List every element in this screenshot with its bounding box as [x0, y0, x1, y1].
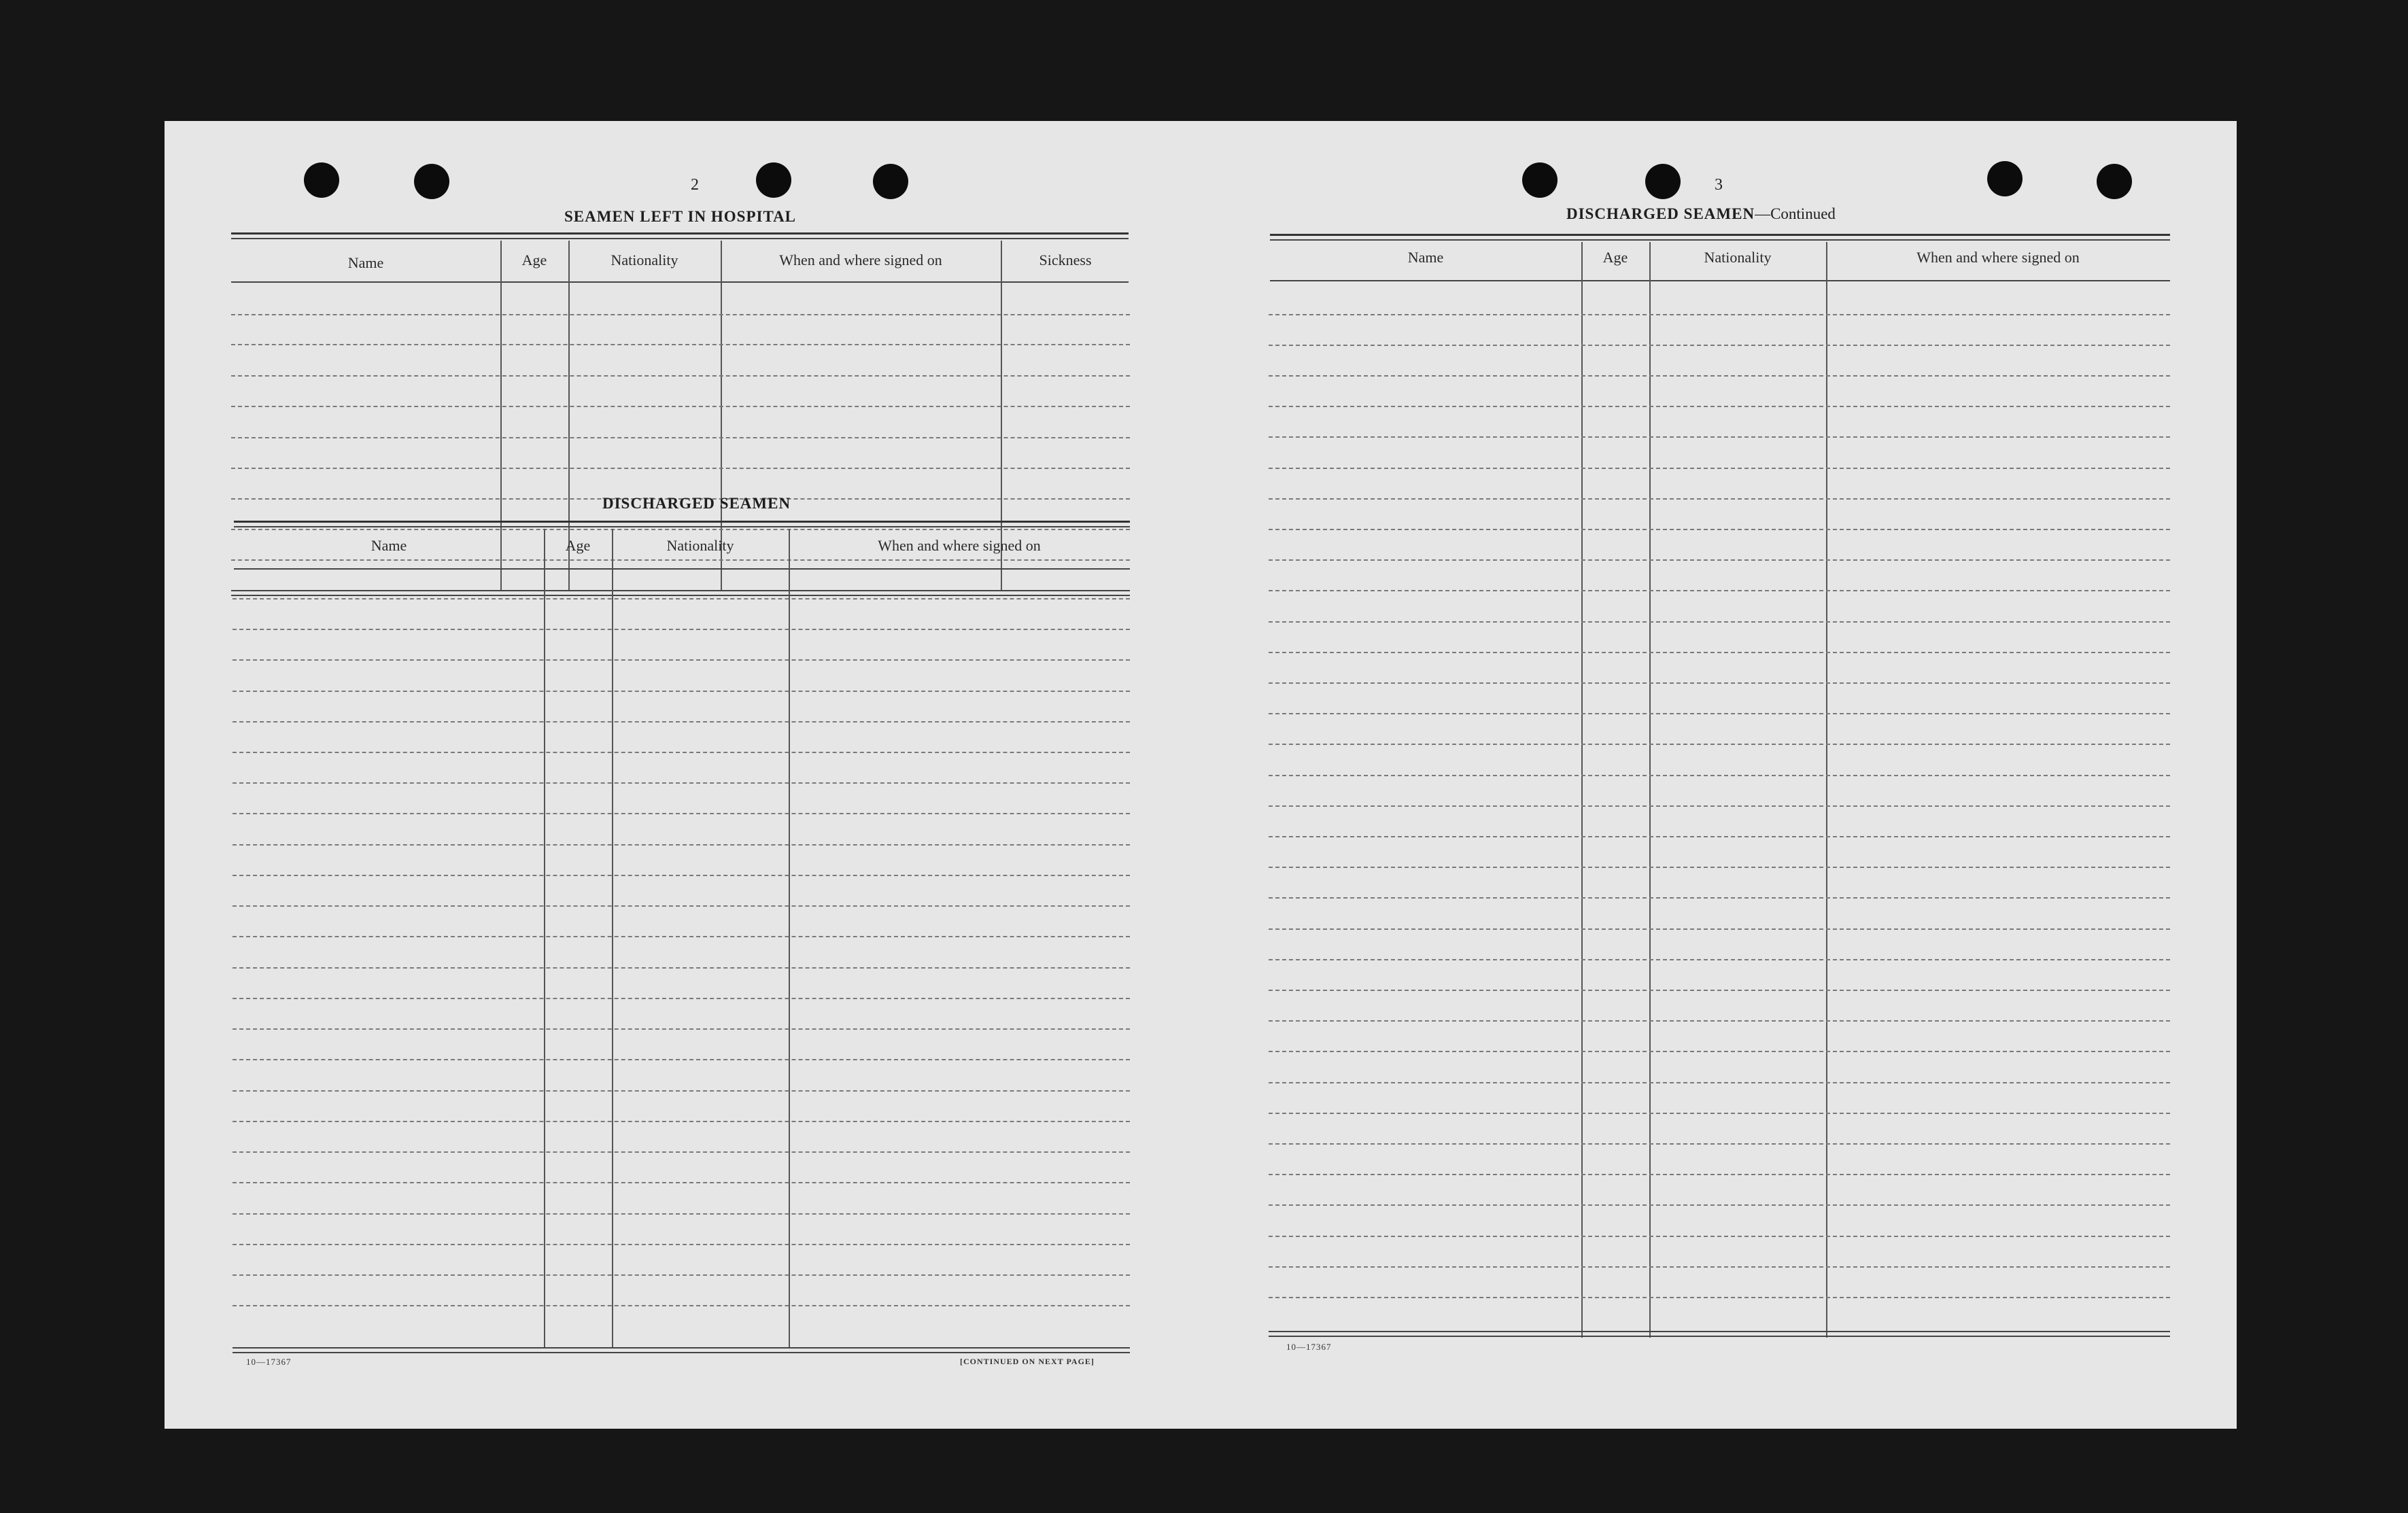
entry-line: [231, 468, 1130, 469]
punch-hole: [1522, 162, 1558, 198]
discharged-continued-title: [1566, 205, 1836, 223]
entry-line: [233, 1059, 1130, 1060]
entry-line: [233, 1121, 1130, 1122]
column-header-name: Name: [347, 254, 384, 271]
entry-line: [233, 967, 1130, 969]
entry-line: [1269, 468, 2170, 469]
top-rule: [234, 526, 1130, 527]
entry-line: [1269, 529, 2170, 530]
header-rule: [231, 281, 1129, 283]
top-rule: [231, 232, 1129, 234]
entry-line: [233, 1305, 1130, 1306]
page-number: 3: [1715, 176, 1723, 194]
entry-line: [1269, 959, 2170, 960]
discharged-section-title: DISCHARGED SEAMEN: [602, 495, 791, 512]
punch-hole: [1987, 161, 2023, 196]
entry-line: [233, 752, 1130, 753]
entry-line: [1269, 897, 2170, 899]
entry-line: [233, 1090, 1130, 1092]
entry-line: [233, 998, 1130, 999]
entry-line: [233, 721, 1130, 723]
top-rule: [1270, 239, 2170, 241]
header-rule: [234, 568, 1130, 570]
entry-line: [1269, 498, 2170, 500]
column-divider: [789, 529, 790, 1347]
column-header-name: Name: [1407, 249, 1444, 266]
entry-line: [1269, 1020, 2170, 1022]
bottom-rule: [1269, 1336, 2170, 1337]
top-rule: [234, 521, 1130, 523]
entry-line: [231, 437, 1130, 438]
entry-line: [1269, 805, 2170, 807]
entry-line: [233, 659, 1130, 661]
entry-line: [1269, 406, 2170, 407]
column-header-nationality: Nationality: [666, 537, 734, 554]
entry-line: [1269, 713, 2170, 714]
entry-line: [233, 1244, 1130, 1245]
entry-line: [231, 375, 1130, 377]
form-number: 10—17367: [246, 1357, 292, 1367]
entry-line: [1269, 1143, 2170, 1145]
form-sheet: [165, 121, 2237, 1429]
entry-line: [231, 314, 1130, 315]
entry-line: [1269, 744, 2170, 745]
entry-line: [1269, 345, 2170, 346]
entry-line: [1269, 375, 2170, 377]
punch-hole: [756, 162, 791, 198]
entry-line: [1269, 1204, 2170, 1206]
entry-line: [1269, 775, 2170, 776]
entry-line: [231, 559, 1130, 561]
entry-line: [1269, 652, 2170, 653]
entry-line: [233, 629, 1130, 630]
entry-line: [1269, 867, 2170, 868]
entry-line: [1269, 559, 2170, 561]
entry-line: [1269, 1174, 2170, 1175]
entry-line: [233, 782, 1130, 784]
entry-line: [1269, 1297, 2170, 1298]
entry-line: [1269, 314, 2170, 315]
column-header-nationality: Nationality: [610, 251, 678, 268]
entry-line: [1269, 621, 2170, 623]
entry-line: [1269, 990, 2170, 991]
punch-hole: [2097, 164, 2132, 199]
entry-line: [231, 406, 1130, 407]
entry-line: [233, 1028, 1130, 1030]
column-header-age: Age: [1602, 249, 1628, 266]
entry-line: [233, 936, 1130, 937]
entry-line: [1269, 436, 2170, 438]
entry-line: [1269, 1266, 2170, 1268]
entry-line: [1269, 1051, 2170, 1052]
title-main: DISCHARGED SEAMEN: [1566, 205, 1755, 222]
entry-line: [1269, 590, 2170, 591]
entry-line: [233, 1151, 1130, 1153]
column-divider: [612, 529, 613, 1347]
column-header-signed-on: When and where signed on: [878, 537, 1041, 554]
title-suffix: —Continued: [1755, 205, 1836, 222]
entry-line: [233, 844, 1130, 846]
column-header-age: Age: [521, 251, 547, 268]
bottom-rule: [233, 1347, 1130, 1349]
column-header-sickness: Sickness: [1039, 251, 1092, 268]
entry-line: [1269, 1236, 2170, 1237]
bottom-rule: [231, 595, 1130, 596]
top-rule: [231, 238, 1129, 239]
top-rule: [1270, 234, 2170, 236]
continued-note: [CONTINUED ON NEXT PAGE]: [960, 1357, 1095, 1366]
entry-line: [233, 1213, 1130, 1215]
entry-line: [233, 598, 1130, 599]
column-header-nationality: Nationality: [1704, 249, 1772, 266]
entry-line: [233, 1274, 1130, 1276]
entry-line: [1269, 1113, 2170, 1114]
punch-hole: [304, 162, 339, 198]
punch-hole: [873, 164, 908, 199]
bottom-rule: [233, 1352, 1130, 1353]
entry-line: [233, 905, 1130, 907]
column-divider: [544, 529, 545, 1347]
column-header-signed-on: When and where signed on: [779, 251, 942, 268]
entry-line: [231, 344, 1130, 345]
entry-line: [233, 1182, 1130, 1183]
column-header-name: Name: [371, 537, 407, 554]
punch-hole: [414, 164, 449, 199]
form-number: 10—17367: [1286, 1342, 1332, 1352]
column-header-age: Age: [565, 537, 591, 554]
hospital-section-title: SEAMEN LEFT IN HOSPITAL: [564, 208, 797, 225]
page-number: 2: [691, 176, 699, 194]
header-rule: [1270, 280, 2170, 281]
bottom-rule: [231, 590, 1130, 591]
column-header-signed-on: When and where signed on: [1916, 249, 2080, 266]
entry-line: [233, 875, 1130, 876]
entry-line: [1269, 682, 2170, 684]
entry-line: [1269, 1082, 2170, 1083]
entry-line: [233, 813, 1130, 814]
entry-line: [1269, 836, 2170, 837]
entry-line: [231, 529, 1130, 530]
punch-hole: [1645, 164, 1681, 199]
entry-line: [1269, 928, 2170, 930]
entry-line: [233, 691, 1130, 692]
bottom-rule: [1269, 1331, 2170, 1332]
